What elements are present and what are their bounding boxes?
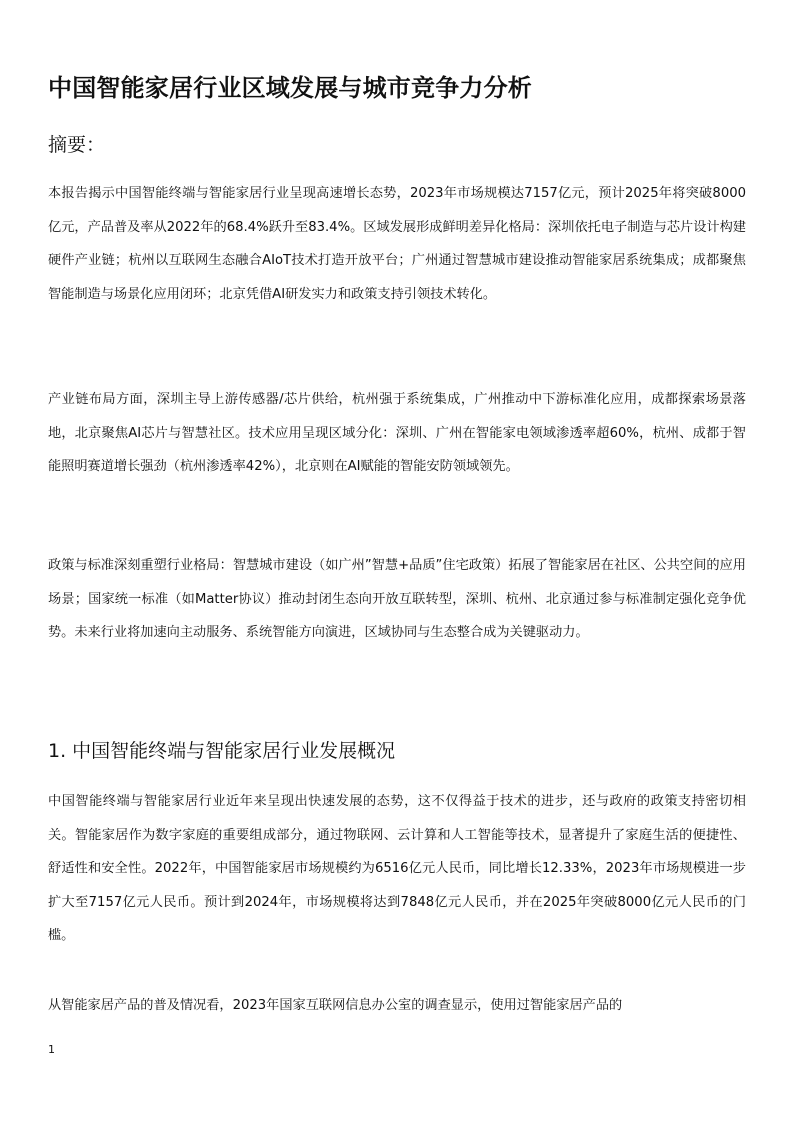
abstract-paragraph: 本报告揭示中国智能终端与智能家居行业呈现高速增长态势，2023年市场规模达7157亿元，预计2025年将突破8000亿元，产品普及率从2022年的68.4%跃升至83.4%。区域发展形成鲜明差异化格局：深圳依托电子制造与芯片设计构建硬件产业链；杭州以互联网生态融合AIoT技术打造开放平台；广州通过智慧城市建设推动智能家居系统集成；成都聚焦智能制造与场景化应用闭环；北京凭借AI研发实力和政策支持引领技术转化。	[48, 186, 746, 302]
abstract-heading: 摘要：	[48, 134, 106, 156]
section-heading: 1. 中国智能终端与智能家居行业发展概况	[48, 740, 396, 762]
section-paragraph: 从智能家居产品的普及情况看，2023年国家互联网信息办公室的调查显示，使用过智能家居产品的	[48, 998, 623, 1013]
section-paragraph: 中国智能终端与智能家居行业近年来呈现出快速发展的态势，这不仅得益于技术的进步，还与政府的政策支持密切相关。智能家居作为数字家庭的重要组成部分，通过物联网、云计算和人工智能等技术，显著提升了家庭生活的便捷性、舒适性和安全性。2022年，中国智能家居市场规模约为6516亿元人民币，同比增长12.33%，2023年市场规模进一步扩大至7157亿元人民币。预计到2024年，市场规模将达到7848亿元人民币，并在2025年突破8000亿元人民币的门槛。	[48, 794, 746, 943]
page-number: 1	[48, 1043, 55, 1056]
abstract-paragraph: 产业链布局方面，深圳主导上游传感器/芯片供给，杭州强于系统集成，广州推动中下游标准化应用，成都探索场景落地，北京聚焦AI芯片与智慧社区。技术应用呈现区域分化：深圳、广州在智能家电领域渗透率超60%，杭州、成都于智能照明赛道增长强劲（杭州渗透率42%），北京则在AI赋能的智能安防领域领先。	[48, 392, 746, 474]
document-title: 中国智能家居行业区域发展与城市竞争力分析	[48, 74, 532, 102]
abstract-paragraph: 政策与标准深刻重塑行业格局：智慧城市建设（如广州”智慧+品质”住宅政策）拓展了智能家居在社区、公共空间的应用场景；国家统一标准（如Matter协议）推动封闭生态向开放互联转型，深圳、杭州、北京通过参与标准制定强化竞争优势。未来行业将加速向主动服务、系统智能方向演进，区域协同与生态整合成为关键驱动力。	[48, 558, 746, 640]
